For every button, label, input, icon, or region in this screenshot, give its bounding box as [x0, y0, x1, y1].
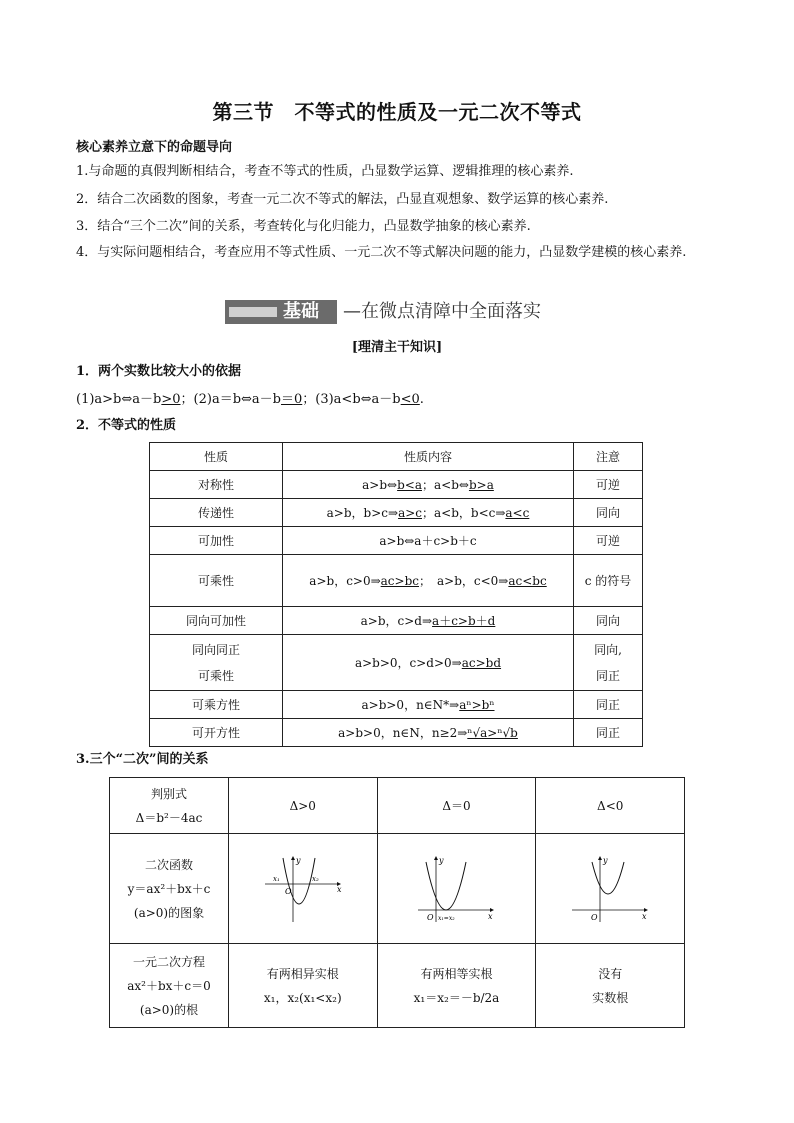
point-2: 2．结合二次函数的图象，考查一元二次不等式的解法，凸显直观想象、数学运算的核心素养. [76, 192, 609, 207]
graph-one-root [377, 834, 536, 944]
subtitle: 核心素养立意下的命题导向 [76, 140, 233, 155]
roots-none: 没有 实数根 [536, 944, 685, 1028]
svg-text:x: x [336, 884, 342, 894]
table-row: 可乘性 a>b，c>0⇒ac>bc； a>b，c<0⇒ac<bc c 的符号 [150, 555, 643, 607]
discriminant-header: 判别式 Δ＝b²－4ac [110, 778, 229, 834]
section-banner [225, 300, 565, 324]
svg-text:x₁=x₂: x₁=x₂ [438, 914, 456, 922]
svg-text:y: y [295, 855, 301, 865]
svg-text:x₂: x₂ [311, 874, 319, 883]
graph-no-root [536, 834, 685, 944]
roots-two-distinct: 有两相异实根 x₁，x₂(x₁<x₂) [229, 944, 378, 1028]
svg-text:x: x [642, 911, 647, 921]
page-title: 第三节 不等式的性质及一元二次不等式 [212, 100, 582, 124]
point-1: 1.与命题的真假判断相结合，考查不等式的性质，凸显数学运算、逻辑推理的核心素养. [76, 164, 574, 179]
point-4: 4．与实际问题相结合，考查应用不等式性质、一元二次不等式解决问题的能力，凸显数学建模的核心素养. [76, 245, 687, 260]
col-header: 性质 [150, 443, 283, 471]
svg-text:O: O [427, 912, 435, 922]
table-row: 可加性 a>b⇔a＋c>b＋c 可逆 [150, 527, 643, 555]
properties-table [149, 442, 643, 747]
three-quadratics-table [109, 777, 685, 1028]
heading-1: 1．两个实数比较大小的依据 [76, 364, 242, 379]
svg-text:O: O [591, 912, 598, 922]
banner-label: 基础 [283, 301, 319, 322]
svg-text:x: x [488, 911, 493, 921]
col-delta-pos: Δ>0 [229, 778, 378, 834]
table-row: 同向同正 可乘性 a>b>0，c>d>0⇒ac>bd 同向, 同正 [150, 635, 643, 691]
compare-line: (1)a>b⇔a－b>0；(2)a＝b⇔a－b＝0；(3)a<b⇔a－b<0. [76, 392, 424, 407]
col-header: 性质内容 [283, 443, 574, 471]
roots-two-equal: 有两相等实根 x₁＝x₂＝－b/2a [377, 944, 536, 1028]
col-delta-zero: Δ＝0 [377, 778, 536, 834]
table-row: 同向可加性 a>b，c>d⇒a＋c>b＋d 同向 [150, 607, 643, 635]
heading-3: 3.三个“二次”间的关系 [76, 752, 209, 767]
graph-row-label: 二次函数 y＝ax²＋bx＋c (a>0)的图象 [110, 834, 229, 944]
banner-text: —在微点清障中全面落实 [343, 301, 541, 322]
svg-text:O: O [284, 886, 292, 896]
svg-text:x₁: x₁ [272, 874, 280, 883]
table-row: 传递性 a>b，b>c⇒a>c；a<b，b<c⇒a<c 同向 [150, 499, 643, 527]
heading-2: 2．不等式的性质 [76, 418, 177, 433]
table-row: 可开方性 a>b>0，n∈N，n≥2⇒ⁿ√a>ⁿ√b 同正 [150, 719, 643, 747]
svg-text:y: y [439, 855, 445, 865]
col-header: 注意 [574, 443, 643, 471]
point-3: 3．结合“三个二次”间的关系，考查转化与化归能力，凸显数学抽象的核心素养. [76, 219, 531, 234]
col-delta-neg: Δ<0 [536, 778, 685, 834]
section-title: [理清主干知识] [351, 340, 443, 355]
table-row: 可乘方性 a>b>0，n∈N*⇒aⁿ>bⁿ 同正 [150, 691, 643, 719]
roots-row-label: 一元二次方程 ax²＋bx＋c＝0 (a>0)的根 [110, 944, 229, 1028]
svg-text:y: y [603, 855, 608, 865]
table-row: 对称性 a>b⇔b<a；a<b⇔b>a 可逆 [150, 471, 643, 499]
graph-two-roots [229, 834, 378, 944]
